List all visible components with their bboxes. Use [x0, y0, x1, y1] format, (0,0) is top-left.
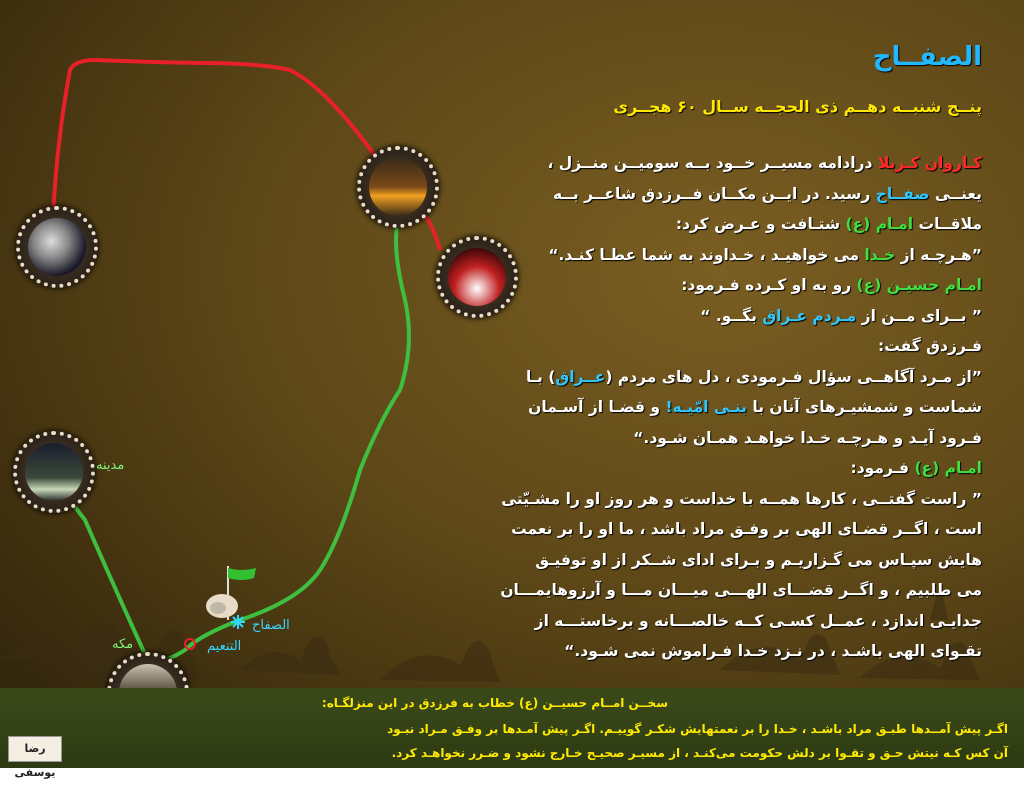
- label-saffah: الصفاح: [252, 618, 290, 633]
- page-subtitle: پنــج شنبــه دهــم ذی الحجــه ســال ۶۰ هجــری: [613, 97, 982, 116]
- node-flag: [436, 236, 518, 318]
- node-medina: [13, 431, 95, 513]
- label-medina: مدینه: [96, 458, 125, 473]
- node-shrine: [357, 146, 439, 228]
- text-caravan: کـاروان کـربلا: [877, 154, 982, 172]
- label-tanim: التنعیم: [207, 639, 242, 654]
- text-saffah: صفــاح: [875, 184, 930, 203]
- saffah-star-icon: [230, 614, 246, 630]
- label-mecca: مکه: [112, 637, 134, 652]
- narrative-text: کـاروان کـربلا درادامه مسیــر خــود بــه سومیــن منــزل ، یعنــی صفــاح رسید. در ایــن مکــان فــرزدق شاعــر بــه ملاقــات امـام (ع) شتـافت و عـرض کرد: ”هـرچـه از خـدا می خواهیـد ، خـداوند به شما عطـا کنـد.“ امـام حسیـن (ع) رو به او کـرده فـرمود: ” بــرای مــن از مـردم عـراق بگــو. “ فـرزدق گفت: ”از مـرد آگاهــی سؤال فـرمودی ، دل های مردم (عــراق) بـا شماست و شمشیـرهای آنان با بنـی امّیـه! و قضـا از آسـمان فـرود آیـد و هـرچـه خـدا خواهـد همـان شـود.“ امـام (ع) فـرمود: ” راست گفتــی ، کارها همــه با خداست و هر روز او را مشـیّتی است ، اگــر قضـای الهی بر وفـق مراد باشد ، ما او را بر نعمت هایش سپـاس می گـزاریـم و بـرای ادای شــکر از او توفیـق می طلبیم ، و اگــر قضـــای الهـــی میـــان مـــا و آرزوهایمـــان جدایـی اندازد ، عمــل کسـی کــه خالصـــانه و برخاستـــه از تقـوای الهی باشـد ، در نـزد خـدا فـراموش نمی شـود.“: [500, 154, 982, 660]
- footer-line-2: اگـر پیش آمــدها طبـق مراد باشـد ، خـدا را بر نعمتهایش شکـر گوییـم. اگـر پیش آمـدها بر وفـق مـراد نبـود: [387, 722, 1008, 736]
- page-title: الصفــاح: [872, 42, 982, 72]
- footer-band: [0, 688, 1024, 768]
- node-ascension: [16, 206, 98, 288]
- footer-line-3: آن کس کـه نیتش حـق و تقـوا بر دلش حکومت می‌کنـد ، از مسیـر صحیـح خـارج نشود و ضـرر نخواهـد کرد.: [391, 746, 1008, 760]
- author-logo: رضا یوسفی: [8, 736, 62, 762]
- footer-heading: سخــن امــام حسیــن (ع) خطاب به فرزدق در این منزلگـاه:: [321, 696, 668, 710]
